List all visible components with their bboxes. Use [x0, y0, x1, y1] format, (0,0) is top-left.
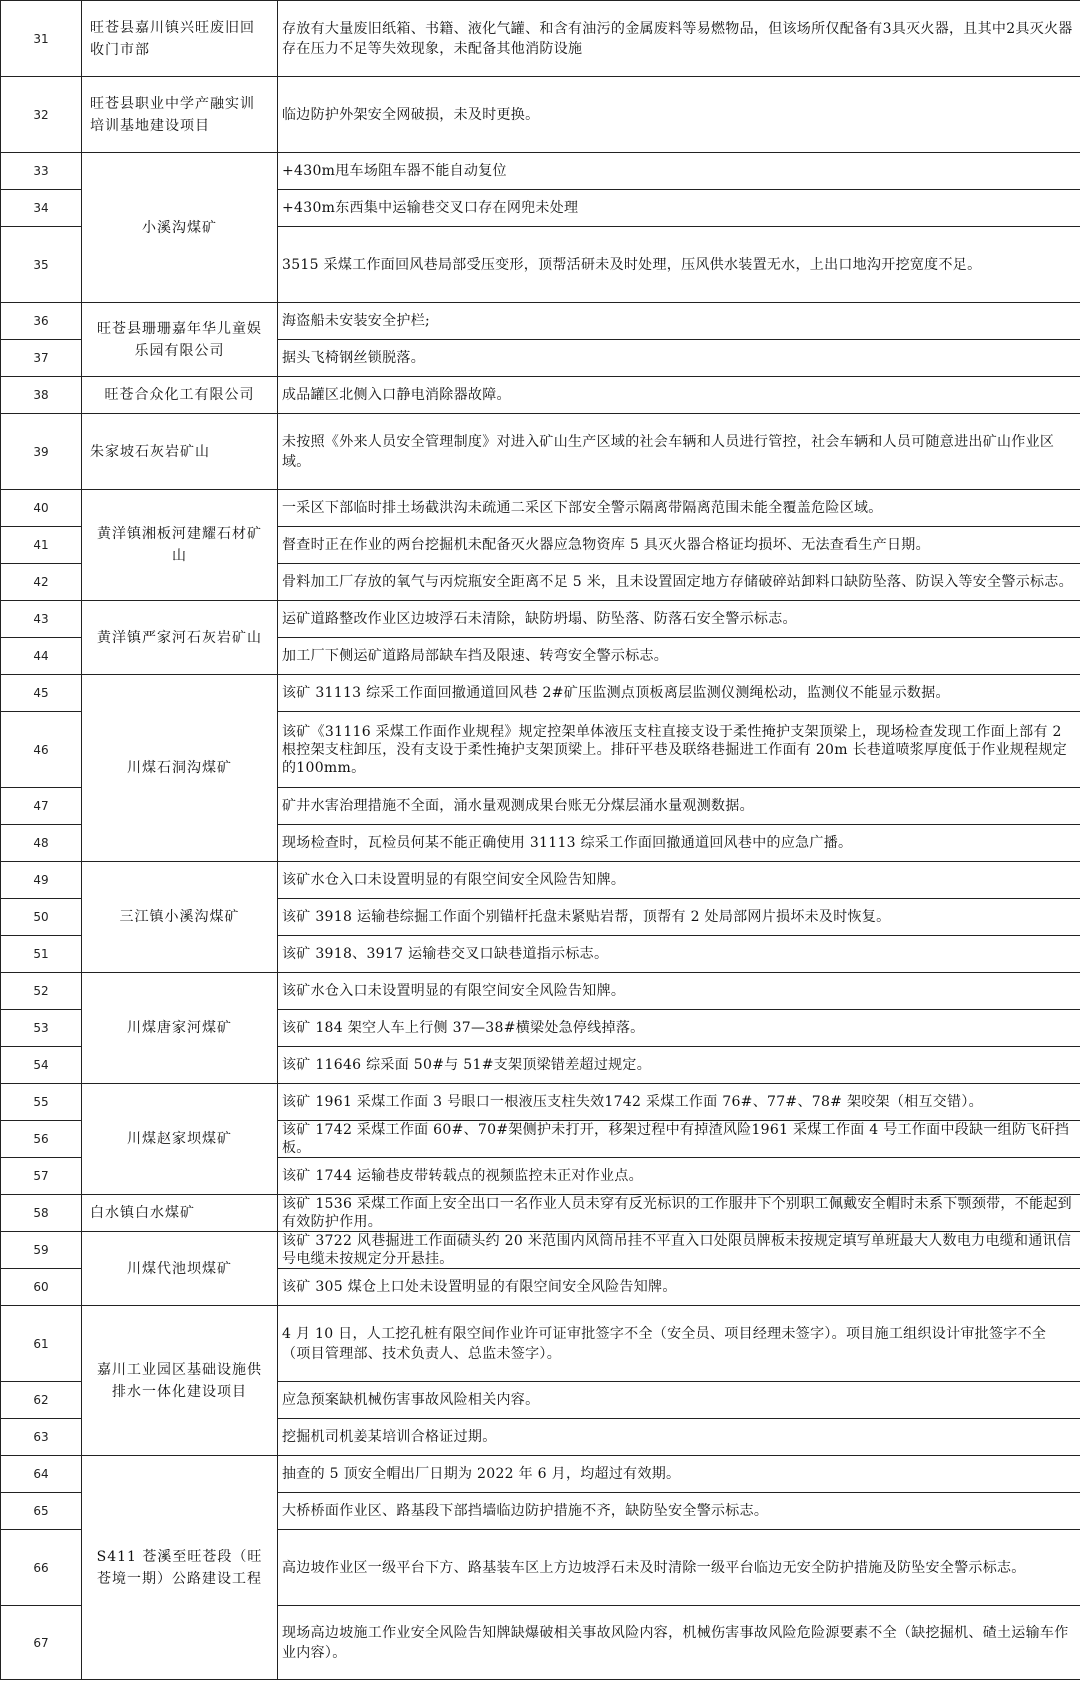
row-number: 64: [1, 1456, 82, 1493]
issue-description: 一采区下部临时排土场截洪沟未疏通二采区下部安全警示隔离带隔离范围未能全覆盖危险区域。: [278, 490, 1080, 527]
issue-description: +430m东西集中运输巷交叉口存在网兜未处理: [278, 190, 1080, 227]
unit-name: 黄洋镇湘板河建耀石材矿山: [82, 490, 278, 601]
issue-description: 该矿 11646 综采面 50#与 51#支架顶梁错差超过规定。: [278, 1047, 1080, 1084]
row-number: 40: [1, 490, 82, 527]
row-number: 49: [1, 862, 82, 899]
unit-name: 白水镇白水煤矿: [82, 1195, 278, 1232]
unit-name: 嘉川工业园区基础设施供排水一体化建设项目: [82, 1306, 278, 1456]
row-number: 56: [1, 1121, 82, 1158]
row-number: 61: [1, 1306, 82, 1382]
issue-description: 该矿 305 煤仓上口处未设置明显的有限空间安全风险告知牌。: [278, 1269, 1080, 1306]
row-number: 53: [1, 1010, 82, 1047]
row-number: 48: [1, 825, 82, 862]
unit-name: 旺苍县珊珊嘉年华儿童娱乐园有限公司: [82, 303, 278, 377]
row-number: 51: [1, 936, 82, 973]
issue-description: 高边坡作业区一级平台下方、路基装车区上方边坡浮石未及时清除一级平台临边无安全防护措施及防坠安全警示标志。: [278, 1530, 1080, 1606]
table-row: [1, 1456, 1080, 1493]
issue-description: 大桥桥面作业区、路基段下部挡墙临边防护措施不齐，缺防坠安全警示标志。: [278, 1493, 1080, 1530]
row-number: 47: [1, 788, 82, 825]
row-number: 60: [1, 1269, 82, 1306]
issue-description: 4 月 10 日，人工挖孔桩有限空间作业许可证审批签字不全（安全员、项目经理未签字）。项目施工组织设计审批签字不全（项目管理部、技术负责人、总监未签字）。: [278, 1306, 1080, 1382]
issue-description: 据头飞椅钢丝锁脱落。: [278, 340, 1080, 377]
row-number: 67: [1, 1606, 82, 1680]
table-row: [1, 377, 1080, 414]
row-number: 37: [1, 340, 82, 377]
unit-name: 三江镇小溪沟煤矿: [82, 862, 278, 973]
issue-description: 现场检查时，瓦检员何某不能正确使用 31113 综采工作面回撤通道回风巷中的应急广播。: [278, 825, 1080, 862]
unit-name: 川煤代池坝煤矿: [82, 1232, 278, 1306]
row-number: 59: [1, 1232, 82, 1269]
unit-name: 川煤石洞沟煤矿: [82, 675, 278, 862]
issue-description: 该矿水仓入口未设置明显的有限空间安全风险告知牌。: [278, 862, 1080, 899]
row-number: 38: [1, 377, 82, 414]
table-row: [1, 414, 1080, 490]
row-number: 65: [1, 1493, 82, 1530]
table-row: [1, 490, 1080, 527]
row-number: 35: [1, 227, 82, 303]
issue-description: 挖掘机司机姜某培训合格证过期。: [278, 1419, 1080, 1456]
issue-description: 海盗船未安装安全护栏;: [278, 303, 1080, 340]
row-number: 44: [1, 638, 82, 675]
issue-description: 该矿《31116 采煤工作面作业规程》规定控架单体液压支柱直接支设于柔性掩护支架顶梁上，现场检查发现工作面上部有 2 根控架支柱卸压，没有支设于柔性掩护支架顶梁上。排矸平巷及联络巷掘进工作面有 20m 长巷道喷浆厚度低于作业规程规定的100mm。: [278, 712, 1080, 788]
table-row: [1, 1306, 1080, 1382]
row-number: 50: [1, 899, 82, 936]
issue-description: 成品罐区北侧入口静电消除器故障。: [278, 377, 1080, 414]
row-number: 41: [1, 527, 82, 564]
table-row: [1, 1084, 1080, 1121]
row-number: 33: [1, 153, 82, 190]
issue-description: 现场高边坡施工作业安全风险告知牌缺爆破相关事故风险内容，机械伤害事故风险危险源要素不全（缺挖掘机、碴土运输车作业内容）。: [278, 1606, 1080, 1680]
row-number: 52: [1, 973, 82, 1010]
issue-description: 运矿道路整改作业区边坡浮石未清除，缺防坍塌、防坠落、防落石安全警示标志。: [278, 601, 1080, 638]
row-number: 57: [1, 1158, 82, 1195]
table-row: [1, 153, 1080, 190]
issue-description: 该矿 1742 采煤工作面 60#、70#架侧护未打开，移架过程中有掉渣风险1961 采煤工作面 4 号工作面中段缺一组防飞矸挡板。: [278, 1121, 1080, 1158]
unit-name: 旺苍县职业中学产融实训培训基地建设项目: [82, 77, 278, 153]
table-row: [1, 1232, 1080, 1269]
table-row: [1, 77, 1080, 153]
row-number: 31: [1, 1, 82, 77]
row-number: 66: [1, 1530, 82, 1606]
unit-name: 小溪沟煤矿: [82, 153, 278, 303]
row-number: 39: [1, 414, 82, 490]
issue-description: 3515 采煤工作面回风巷局部受压变形，顶帮活研未及时处理，压风供水装置无水，上出口地沟开挖宽度不足。: [278, 227, 1080, 303]
issue-description: 临边防护外架安全网破损，未及时更换。: [278, 77, 1080, 153]
row-number: 34: [1, 190, 82, 227]
issue-description: 该矿 31113 综采工作面回撤通道回风巷 2#矿压监测点顶板离层监测仪测绳松动，监测仪不能显示数据。: [278, 675, 1080, 712]
table-row: [1, 601, 1080, 638]
unit-name: 旺苍县嘉川镇兴旺废旧回收门市部: [82, 1, 278, 77]
issue-description: 未按照《外来人员安全管理制度》对进入矿山生产区域的社会车辆和人员进行管控，社会车辆和人员可随意进出矿山作业区域。: [278, 414, 1080, 490]
issue-description: 该矿 3722 风巷掘进工作面碛头约 20 米范围内风筒吊挂不平直入口处限员牌板未按规定填写单班最大人数电力电缆和通讯信号电缆未按规定分开悬挂。: [278, 1232, 1080, 1269]
issue-description: 该矿 1536 采煤工作面上安全出口一名作业人员未穿有反光标识的工作服井下个别职工佩戴安全帽时未系下颚颈带，不能起到有效防护作用。: [278, 1195, 1080, 1232]
table-row: [1, 862, 1080, 899]
row-number: 54: [1, 1047, 82, 1084]
table-row: [1, 675, 1080, 712]
issue-description: +430m甩车场阻车器不能自动复位: [278, 153, 1080, 190]
row-number: 45: [1, 675, 82, 712]
row-number: 36: [1, 303, 82, 340]
unit-name: 旺苍合众化工有限公司: [82, 377, 278, 414]
row-number: 55: [1, 1084, 82, 1121]
row-number: 43: [1, 601, 82, 638]
row-number: 58: [1, 1195, 82, 1232]
issue-description: 该矿 1961 采煤工作面 3 号眼口一根液压支柱失效1742 采煤工作面 76#、77#、78# 架咬架（相互交错）。: [278, 1084, 1080, 1121]
issue-description: 抽查的 5 顶安全帽出厂日期为 2022 年 6 月，均超过有效期。: [278, 1456, 1080, 1493]
issue-description: 存放有大量废旧纸箱、书籍、液化气罐、和含有油污的金属废料等易燃物品，但该场所仅配备有3具灭火器，且其中2具灭火器存在压力不足等失效现象，未配备其他消防设施: [278, 1, 1080, 77]
table-row: [1, 1195, 1080, 1232]
issue-description: 应急预案缺机械伤害事故风险相关内容。: [278, 1382, 1080, 1419]
unit-name: 黄洋镇严家河石灰岩矿山: [82, 601, 278, 675]
issue-description: 该矿 184 架空人车上行侧 37—38#横梁处急停线掉落。: [278, 1010, 1080, 1047]
unit-name: 朱家坡石灰岩矿山: [82, 414, 278, 490]
row-number: 42: [1, 564, 82, 601]
row-number: 32: [1, 77, 82, 153]
unit-name: S411 苍溪至旺苍段（旺苍境一期）公路建设工程: [82, 1456, 278, 1680]
table-row: [1, 1, 1080, 77]
row-number: 46: [1, 712, 82, 788]
table-row: [1, 303, 1080, 340]
table-row: [1, 973, 1080, 1010]
issue-description: 矿井水害治理措施不全面，涌水量观测成果台账无分煤层涌水量观测数据。: [278, 788, 1080, 825]
unit-name: 川煤赵家坝煤矿: [82, 1084, 278, 1195]
issue-description: 加工厂下侧运矿道路局部缺车挡及限速、转弯安全警示标志。: [278, 638, 1080, 675]
row-number: 62: [1, 1382, 82, 1419]
issue-description: 该矿 1744 运输巷皮带转载点的视频监控未正对作业点。: [278, 1158, 1080, 1195]
unit-name: 川煤唐家河煤矿: [82, 973, 278, 1084]
row-number: 63: [1, 1419, 82, 1456]
issue-description: 该矿水仓入口未设置明显的有限空间安全风险告知牌。: [278, 973, 1080, 1010]
issue-description: 该矿 3918 运输巷综掘工作面个别锚杆托盘未紧贴岩帮，顶帮有 2 处局部网片损坏未及时恢复。: [278, 899, 1080, 936]
issue-description: 该矿 3918、3917 运输巷交叉口缺巷道指示标志。: [278, 936, 1080, 973]
issue-description: 骨料加工厂存放的氧气与丙烷瓶安全距离不足 5 米，且未设置固定地方存储破碎站卸料口缺防坠落、防误入等安全警示标志。: [278, 564, 1080, 601]
issue-description: 督查时正在作业的两台挖掘机未配备灭火器应急物资库 5 具灭火器合格证均损坏、无法查看生产日期。: [278, 527, 1080, 564]
